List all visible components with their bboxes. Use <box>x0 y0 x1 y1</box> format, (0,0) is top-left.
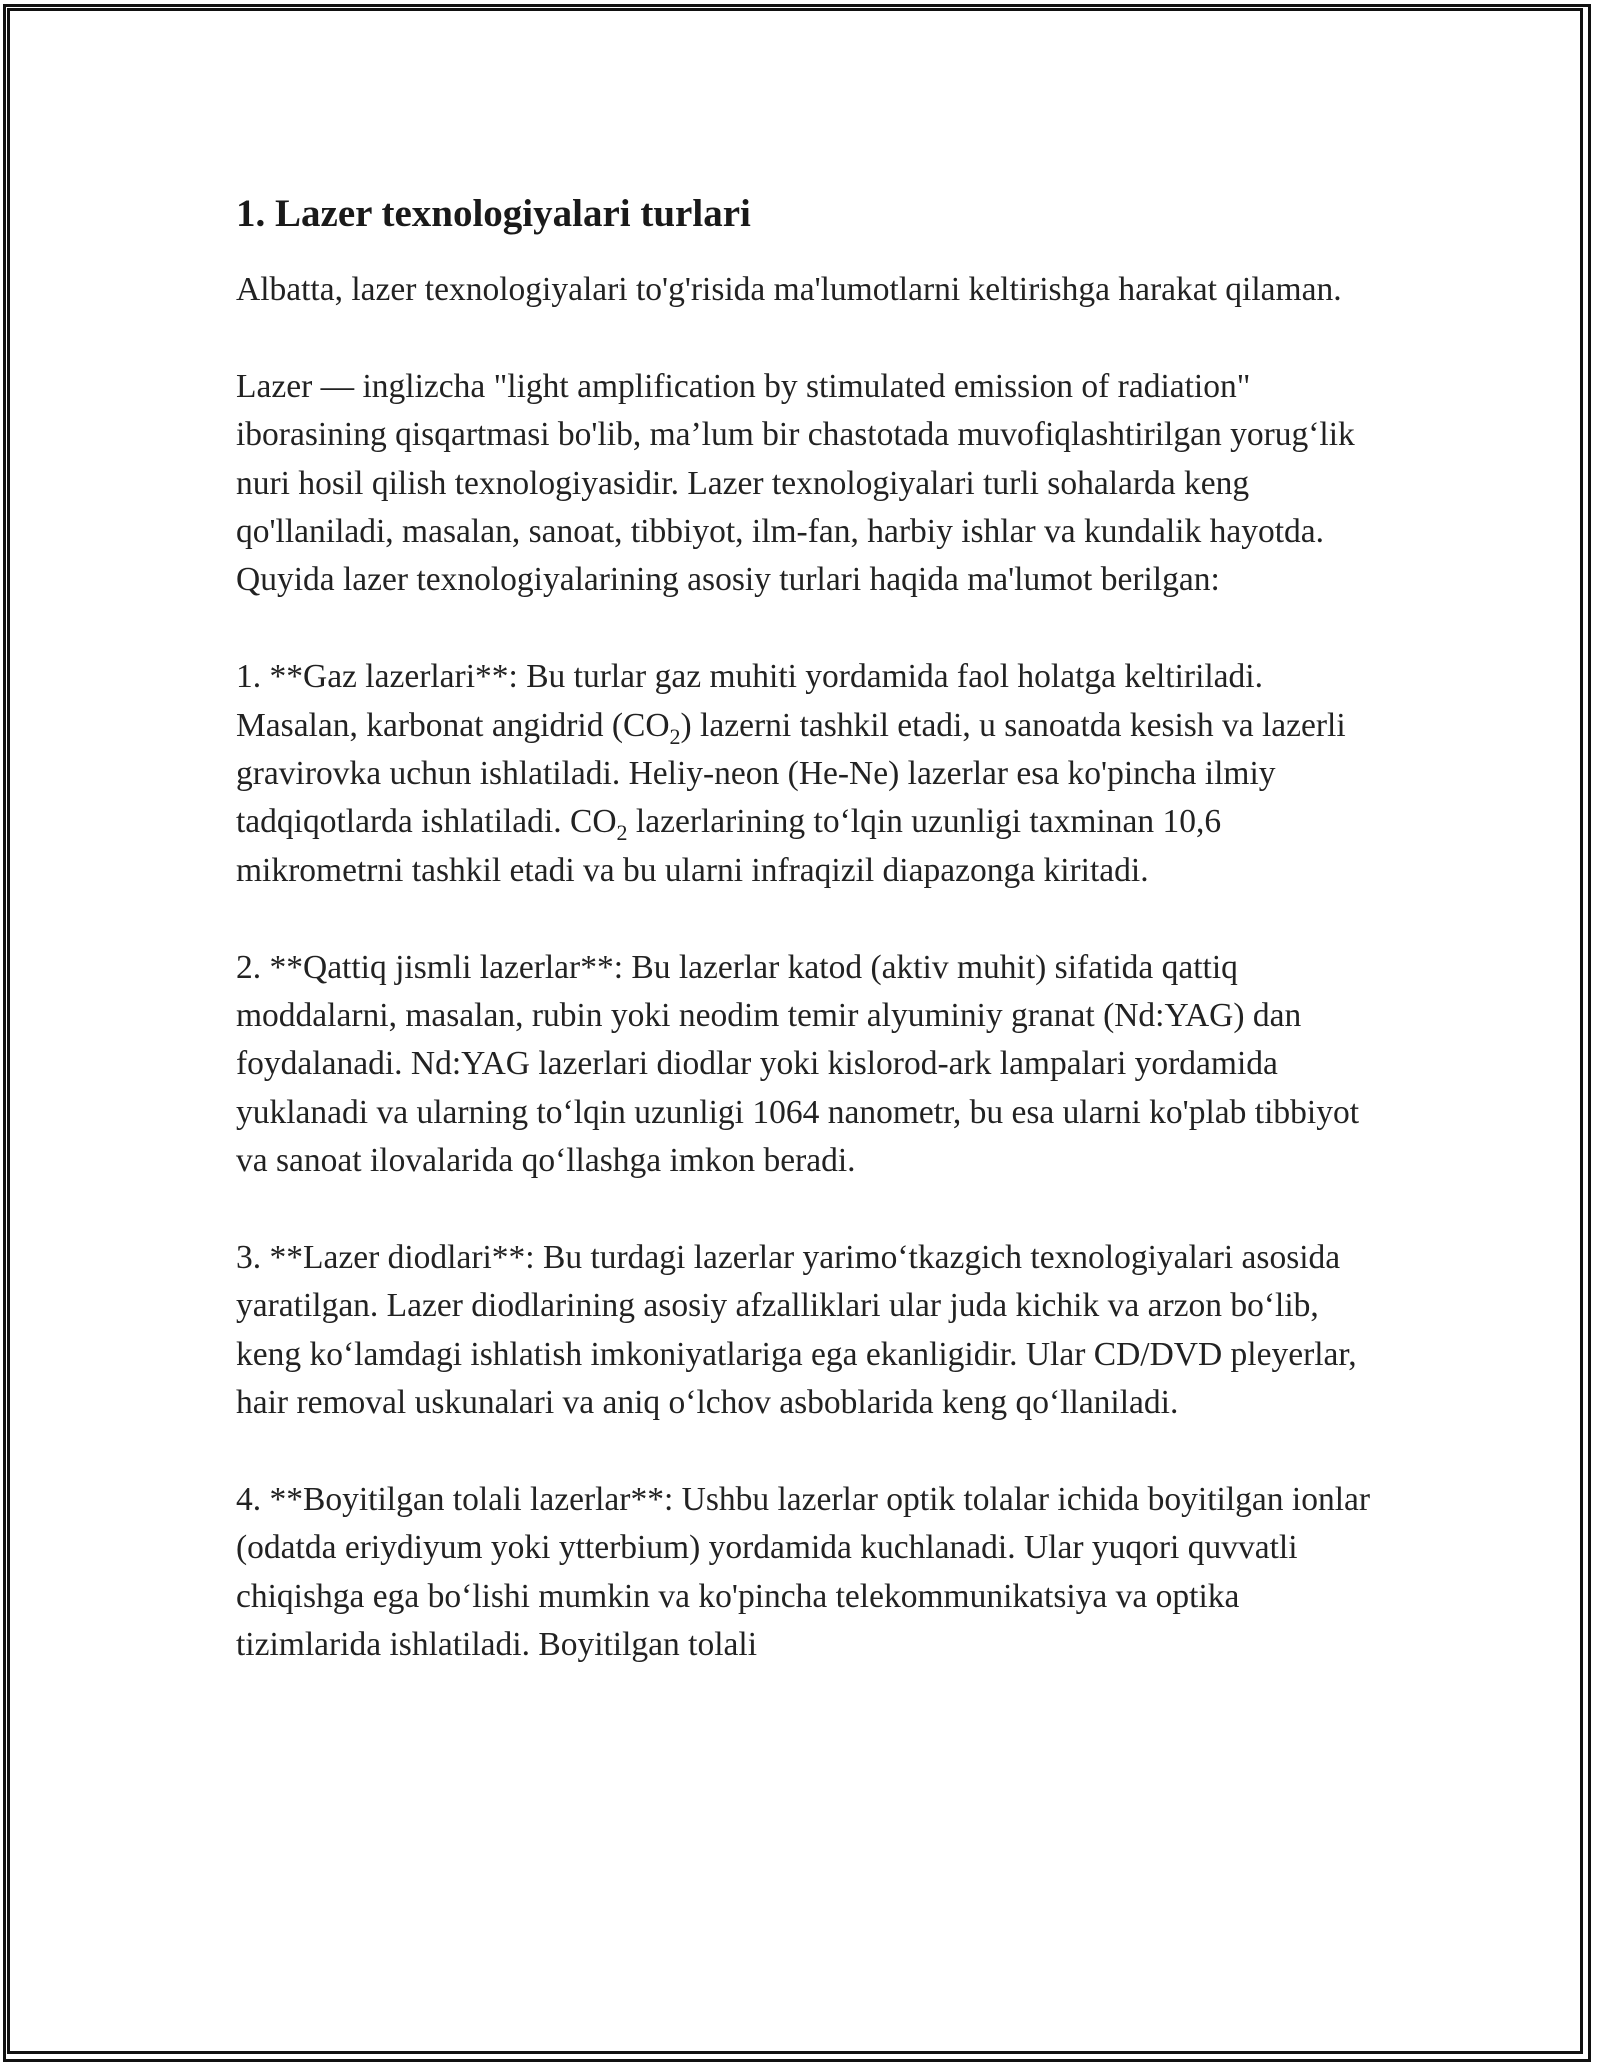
list-item-gas-lasers <box>236 653 1386 895</box>
subscript-2: 2 <box>669 723 681 749</box>
intro-paragraph: Albatta, lazer texnologiyalari to'g'risida ma'lumotlarni keltirishga harakat qilaman. <box>236 271 1342 308</box>
list-item-gas-lasers-text-b: ) lazerni tashkil etadi, u sanoatda kesish va lazerli gravirovka uchun ishlatiladi. Heliy-neon (He-Ne) lazerlar esa ko'pincha ilmiy tadqiqotlarda ishlatiladi. CO <box>236 706 1346 841</box>
list-item-gas-lasers-text-a: 1. **Gaz lazerlari**: Bu turlar gaz muhiti yordamida faol holatga keltiriladi. Masalan, karbonat angidrid (CO <box>236 658 1263 744</box>
section-heading: 1. Lazer texnologiyalari turlari <box>236 192 751 235</box>
list-item-laser-diodes: 3. **Lazer diodlari**: Bu turdagi lazerlar yarimo‘tkazgich texnologiyalari asosida yaratilgan. Lazer diodlarining asosiy afzalliklari ular juda kichik va arzon bo‘lib, keng ko‘lamdagi ishlatish imkoniyatlariga ega ekanligidir. Ular CD/DVD pleyerlar, hair removal uskunalari va aniq o‘lchov asboblarida keng qo‘llaniladi. <box>236 1239 1357 1422</box>
list-item-solid-state-lasers: 2. **Qattiq jismli lazerlar**: Bu lazerlar katod (aktiv muhit) sifatida qattiq moddalarni, masalan, rubin yoki neodim temir alyuminiy granat (Nd:YAG) dan foydalanadi. Nd:YAG lazerlari diodlar yoki kislorod-ark lampalari yordamida yuklanadi va ularning to‘lqin uzunligi 1064 nanometr, bu esa ularni ko'plab tibbiyot va sanoat ilovalarida qo‘llashga imkon beradi. <box>236 948 1360 1180</box>
list-item-fiber-lasers: 4. **Boyitilgan tolali lazerlar**: Ushbu lazerlar optik tolalar ichida boyitilgan ionlar (odatda eriydiyum yoki ytterbium) yordamida kuchlanadi. Ular yuqori quvvatli chiqishga ega bo‘lishi mumkin va ko'pincha telekommunikatsiya va optika tizimlarida ishlatiladi. Boyitilgan tolali <box>236 1481 1371 1664</box>
definition-paragraph: Lazer — inglizcha "light amplification by stimulated emission of radiation" iborasining qisqartmasi bo'lib, ma’lum bir chastotada muvofiqlashtirilgan yorug‘lik nuri hosil qilish texnologiyasidir. Lazer texnologiyalari turli sohalarda keng qo'llaniladi, masalan, sanoat, tibbiyot, ilm-fan, harbiy ishlar va kundalik hayotda. Quyida lazer texnologiyalarining asosiy turlari haqida ma'lumot berilgan: <box>236 367 1355 599</box>
subscript-2: 2 <box>616 820 628 846</box>
document-body <box>236 186 1386 1670</box>
list-item-gas-lasers-text-c: lazerlarining to‘lqin uzunligi taxminan 10,6 mikrometrni tashkil etadi va bu ularni infraqizil diapazonga kiritadi. <box>236 803 1222 889</box>
